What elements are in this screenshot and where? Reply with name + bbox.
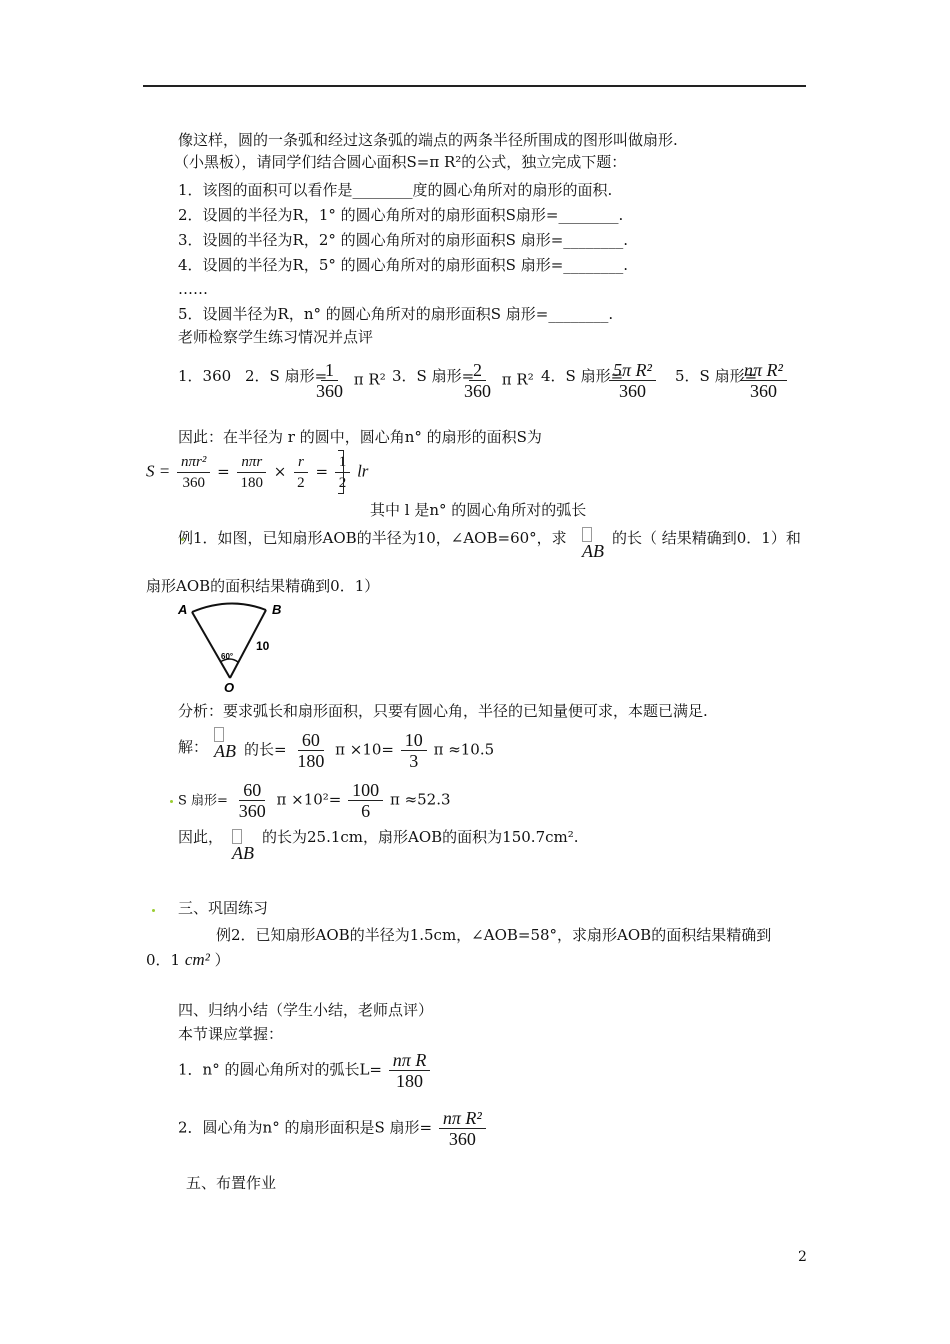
solution-arc-length (244, 730, 494, 771)
derivation-lead: 因此：在半径为 r 的圆中，圆心角n° 的扇形的面积S为 (178, 428, 542, 446)
formula-bracket (338, 450, 344, 494)
example-1-line-2: 扇形AOB的面积结果精确到0．1） (146, 577, 380, 595)
analysis: 分析：要求弧长和扇形面积，只要有圆心角，半径的已知量便可求，本题已满足. (178, 702, 708, 720)
marker-dot (152, 909, 155, 912)
question-2: 2．设圆的半径为R，1° 的圆心角所对的扇形面积S扇形=________. (178, 206, 624, 224)
f1-numerator: nπr² (177, 452, 210, 473)
ex2-close: ） (214, 951, 230, 969)
area-result: π ≈52.3 (389, 790, 451, 809)
area-f2-denominator: 6 (361, 801, 371, 821)
lr-term: lr (357, 461, 369, 481)
radius-label: 10 (256, 639, 270, 653)
example-1-arc (582, 540, 604, 561)
answer-1: 1．360 (178, 367, 232, 385)
s2-numerator: nπ R² (439, 1108, 486, 1129)
area-f2-numerator: 100 (348, 780, 383, 801)
summary-2-text: 2．圆心角为n° 的扇形面积是S 扇形= (178, 1118, 433, 1137)
answer-5-fraction (738, 360, 789, 401)
practice-heading: 三、巩固练习 (178, 899, 269, 917)
len-label: 的长= (244, 740, 287, 759)
radius-oa (192, 612, 230, 678)
s1-numerator: nπ R (389, 1050, 431, 1071)
equals-3: = (315, 462, 329, 481)
f2-numerator: nπr (237, 452, 266, 473)
arc-ab-label: AB (232, 843, 254, 863)
intro-line-2: （小黑板），请同学们结合圆心面积S=π R²的公式，独立完成下题： (174, 153, 627, 171)
solution-arc (214, 740, 236, 761)
f2-denominator: 180 (240, 475, 264, 491)
a2-numerator: 1 (321, 360, 338, 381)
summary-heading: 四、归纳小结（学生小结，老师点评） (178, 1001, 434, 1019)
f4-numerator: 1 (335, 452, 351, 473)
question-5: 5．设圆半径为R，n° 的圆心角所对的扇形面积S 扇形=________. (178, 305, 614, 323)
a4-denominator: 360 (618, 381, 646, 401)
sol-f2-numerator: 10 (401, 730, 427, 751)
header-rule (143, 85, 806, 87)
s2-denominator: 360 (448, 1129, 476, 1149)
area-f1-numerator: 60 (239, 780, 265, 801)
sector-figure (170, 598, 290, 696)
answer-4-label: 4．S 扇形= (541, 367, 624, 385)
answer-2-fraction (310, 360, 386, 401)
example-1-line-1a: 例1．如图，已知扇形AOB的半径为10，∠AOB=60°，求 (178, 529, 567, 547)
question-3: 3．设圆的半径为R，2° 的圆心角所对的扇形面积S 扇形=________. (178, 231, 629, 249)
page-number: 2 (798, 1249, 807, 1265)
a5-denominator: 360 (749, 381, 777, 401)
equals-2: = (217, 462, 230, 481)
summary-1-text: 1．n° 的圆心角所对的弧长L= (178, 1060, 383, 1079)
homework-heading: 五、布置作业 (186, 1174, 277, 1192)
arc-ab-label: AB (214, 741, 236, 761)
ellipsis: …… (178, 280, 208, 298)
arc-ab-label: AB (582, 541, 604, 561)
example-2-line-1: 例2．已知扇形AOB的半径为1.5cm，∠AOB=58°，求扇形AOB的面积结果精确到 (216, 926, 772, 944)
area-mid: π ×10²= (276, 790, 342, 809)
derivation-formula (146, 452, 368, 493)
a3-denominator: 360 (464, 381, 491, 401)
answer-3-fraction (458, 360, 534, 401)
example-1-line-1b: 的长（ 结果精确到0．1）和 (612, 529, 801, 547)
area-f1-denominator: 360 (238, 801, 266, 821)
f3-numerator: r (294, 452, 308, 473)
conclusion-text: 的长为25.1cm，扇形AOB的面积为150.7cm². (262, 828, 579, 846)
conclusion-arc (232, 842, 254, 863)
summary-item-1 (178, 1050, 432, 1091)
point-a-label: A (178, 602, 188, 617)
point-b-label: B (272, 602, 282, 617)
summary-item-2 (178, 1108, 488, 1149)
a5-numerator: nπ R² (740, 360, 787, 381)
example-2-line-2 (146, 950, 230, 970)
ex2-unit: cm² (184, 950, 210, 969)
question-1: 1．该图的面积可以看作是________度的圆心角所对的扇形的面积. (178, 181, 613, 199)
solution-area (178, 780, 451, 821)
question-4: 4．设圆的半径为R，5° 的圆心角所对的扇形面积S 扇形=________. (178, 256, 629, 274)
answer-4-fraction (607, 360, 658, 401)
angle-label: 60° (221, 652, 234, 661)
ex2-value: 0．1 (146, 951, 181, 969)
arc-symbol-icon (582, 527, 592, 542)
marker-dot (170, 800, 173, 803)
sol-result: π ≈10.5 (433, 740, 495, 759)
arc-symbol-icon (232, 829, 242, 844)
area-lead: S 扇形= (178, 793, 228, 809)
a4-numerator: 5π R² (609, 360, 656, 381)
sol-f1-denominator: 180 (297, 751, 325, 771)
times-sign: × (273, 462, 287, 481)
teacher-note: 老师检察学生练习情况并点评 (178, 328, 374, 346)
s-equals: S = (146, 461, 171, 481)
sol-f1-numerator: 60 (298, 730, 324, 751)
sol-f2-denominator: 3 (409, 751, 419, 771)
intro-line-1: 像这样，圆的一条弧和经过这条弧的端点的两条半径所围成的图形叫做扇形. (178, 131, 678, 149)
a2-tail: π R² (353, 370, 386, 389)
a2-denominator: 360 (316, 381, 343, 401)
f3-denominator: 2 (297, 475, 305, 491)
answer-3-label: 3．S 扇形= (392, 367, 475, 385)
arc-symbol-icon (214, 727, 224, 742)
point-o-label: O (224, 680, 235, 695)
a3-numerator: 2 (469, 360, 486, 381)
f1-denominator: 360 (182, 475, 205, 491)
sector-arc (192, 603, 266, 612)
answer-5-label: 5．S 扇形= (675, 367, 758, 385)
a3-tail: π R² (501, 370, 534, 389)
f4-denominator: 2 (338, 475, 347, 491)
conclusion-lead: 因此， (178, 828, 224, 846)
answer-2-label: 2．S 扇形= (245, 367, 328, 385)
s1-denominator: 180 (396, 1071, 424, 1091)
sol-mid: π ×10= (335, 740, 394, 759)
summary-lead: 本节课应掌握： (178, 1025, 284, 1043)
arc-length-note: 其中 l 是n° 的圆心角所对的弧长 (370, 501, 587, 519)
solution-lead: 解： (178, 738, 209, 756)
